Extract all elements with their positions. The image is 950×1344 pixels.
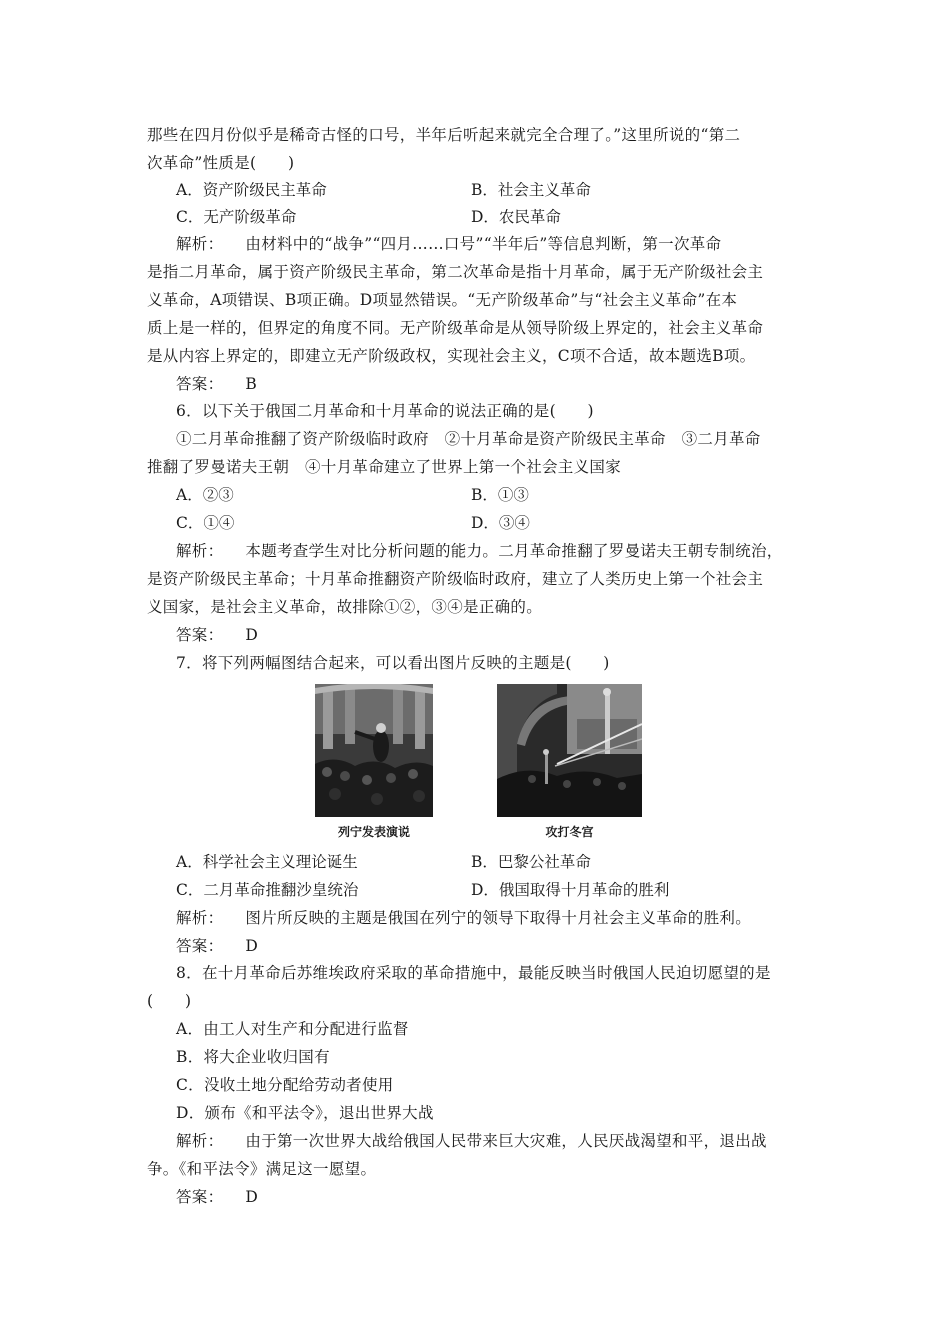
q8-explanation-line-2: 争。《和平法令》满足这一愿望。 <box>147 1160 377 1178</box>
q6-option-c: C．①④ <box>176 514 235 532</box>
q5-option-b: B．社会主义革命 <box>471 181 591 199</box>
q6-explanation-label: 解析： <box>176 542 224 560</box>
q7-answer <box>176 936 836 956</box>
q7-option-d: D．俄国取得十月革命的胜利 <box>471 881 670 899</box>
q8-option-b: B．将大企业收归国有 <box>176 1048 330 1066</box>
lenin-speech-illustration <box>315 684 433 817</box>
q5-explanation-line-3: 义革命，A项错误、B项正确。D项显然错误。“无产阶级革命”与“社会主义革命”在本 <box>147 291 738 309</box>
q8-stem-line-2: ( ) <box>147 992 192 1010</box>
q8-option-c: C．没收土地分配给劳动者使用 <box>176 1076 394 1094</box>
q6-option-b: B．①③ <box>471 486 529 504</box>
q7-option-a: A．科学社会主义理论诞生 <box>176 853 358 871</box>
q5-option-d: D．农民革命 <box>471 208 561 226</box>
q6-items-line-2: 推翻了罗曼诺夫王朝 ④十月革命建立了世界上第一个社会主义国家 <box>147 458 622 476</box>
q5-answer <box>176 374 836 394</box>
q5-explanation-label: 解析： <box>176 235 224 253</box>
q5-option-a: A．资产阶级民主革命 <box>176 181 327 199</box>
figure-lenin-speech <box>315 684 433 840</box>
q8-answer-value: D <box>245 1188 259 1206</box>
q5-explanation-text: 由材料中的“战争”“四月……口号”“半年后”等信息判断，第一次革命 <box>245 235 722 253</box>
q8-option-d: D．颁布《和平法令》，退出世界大战 <box>176 1104 434 1122</box>
q7-answer-label: 答案： <box>176 937 224 955</box>
q5-explanation-line-1 <box>176 234 836 254</box>
q6-stem: 6．以下关于俄国二月革命和十月革命的说法正确的是( ) <box>176 402 594 420</box>
q6-option-d: D．③④ <box>471 514 530 532</box>
q6-explanation-line-2: 是资产阶级民主革命；十月革命推翻资产阶级临时政府，建立了人类历史上第一个社会主 <box>147 570 764 588</box>
q5-explanation-line-4: 质上是一样的，但界定的角度不同。无产阶级革命是从领导阶级上界定的，社会主义革命 <box>147 319 764 337</box>
q6-explanation-line-3: 义国家，是社会主义革命，故排除①②，③④是正确的。 <box>147 598 543 616</box>
q8-explanation-line-1 <box>176 1131 836 1151</box>
q6-answer-label: 答案： <box>176 626 224 644</box>
figure-left-caption: 列宁发表演说 <box>337 825 410 839</box>
q8-stem-line-1: 8．在十月革命后苏维埃政府采取的革命措施中，最能反映当时俄国人民迫切愿望的是 <box>176 964 771 982</box>
q6-answer-value: D <box>245 626 259 644</box>
q7-stem: 7．将下列两幅图结合起来，可以看出图片反映的主题是( ) <box>176 654 610 672</box>
q7-option-b: B．巴黎公社革命 <box>471 853 591 871</box>
q8-option-a: A．由工人对生产和分配进行监督 <box>176 1020 409 1038</box>
q7-explanation-label: 解析： <box>176 909 224 927</box>
storming-winter-palace-illustration <box>497 684 642 817</box>
q8-answer-label: 答案： <box>176 1188 224 1206</box>
q6-items-line-1: ①二月革命推翻了资产阶级临时政府 ②十月革命是资产阶级民主革命 ③二月革命 <box>176 430 761 448</box>
q7-explanation-text: 图片所反映的主题是俄国在列宁的领导下取得十月社会主义革命的胜利。 <box>245 909 752 927</box>
q8-explanation-label: 解析： <box>176 1132 224 1150</box>
figure-right-caption: 攻打冬宫 <box>545 825 594 839</box>
figure-storming-winter-palace <box>497 684 642 840</box>
q8-explanation-text: 由于第一次世界大战给俄国人民带来巨大灾难，人民厌战渴望和平，退出战 <box>245 1132 767 1150</box>
q5-option-c: C．无产阶级革命 <box>176 208 297 226</box>
q7-answer-value: D <box>245 937 259 955</box>
lenin-speech-image <box>315 684 433 817</box>
q6-explanation-text: 本题考查学生对比分析问题的能力。二月革命推翻了罗曼诺夫王朝专制统治， <box>245 542 783 560</box>
q5-stem-line-1: 那些在四月份似乎是稀奇古怪的口号，半年后听起来就完全合理了。”这里所说的“第二 <box>147 126 741 144</box>
q7-option-c: C．二月革命推翻沙皇统治 <box>176 881 359 899</box>
q8-answer <box>176 1187 836 1207</box>
q5-stem-line-2: 次革命”性质是( ) <box>147 154 295 172</box>
q7-explanation <box>176 908 836 928</box>
q6-explanation-line-1 <box>176 541 836 561</box>
storming-winter-palace-image <box>497 684 642 817</box>
q5-answer-value: B <box>245 375 258 393</box>
q6-option-a: A．②③ <box>176 486 234 504</box>
q6-answer <box>176 625 836 645</box>
q5-answer-label: 答案： <box>176 375 224 393</box>
q5-explanation-line-5: 是从内容上界定的，即建立无产阶级政权，实现社会主义，C项不合适，故本题选B项。 <box>147 347 756 365</box>
q5-explanation-line-2: 是指二月革命，属于资产阶级民主革命，第二次革命是指十月革命，属于无产阶级社会主 <box>147 263 764 281</box>
